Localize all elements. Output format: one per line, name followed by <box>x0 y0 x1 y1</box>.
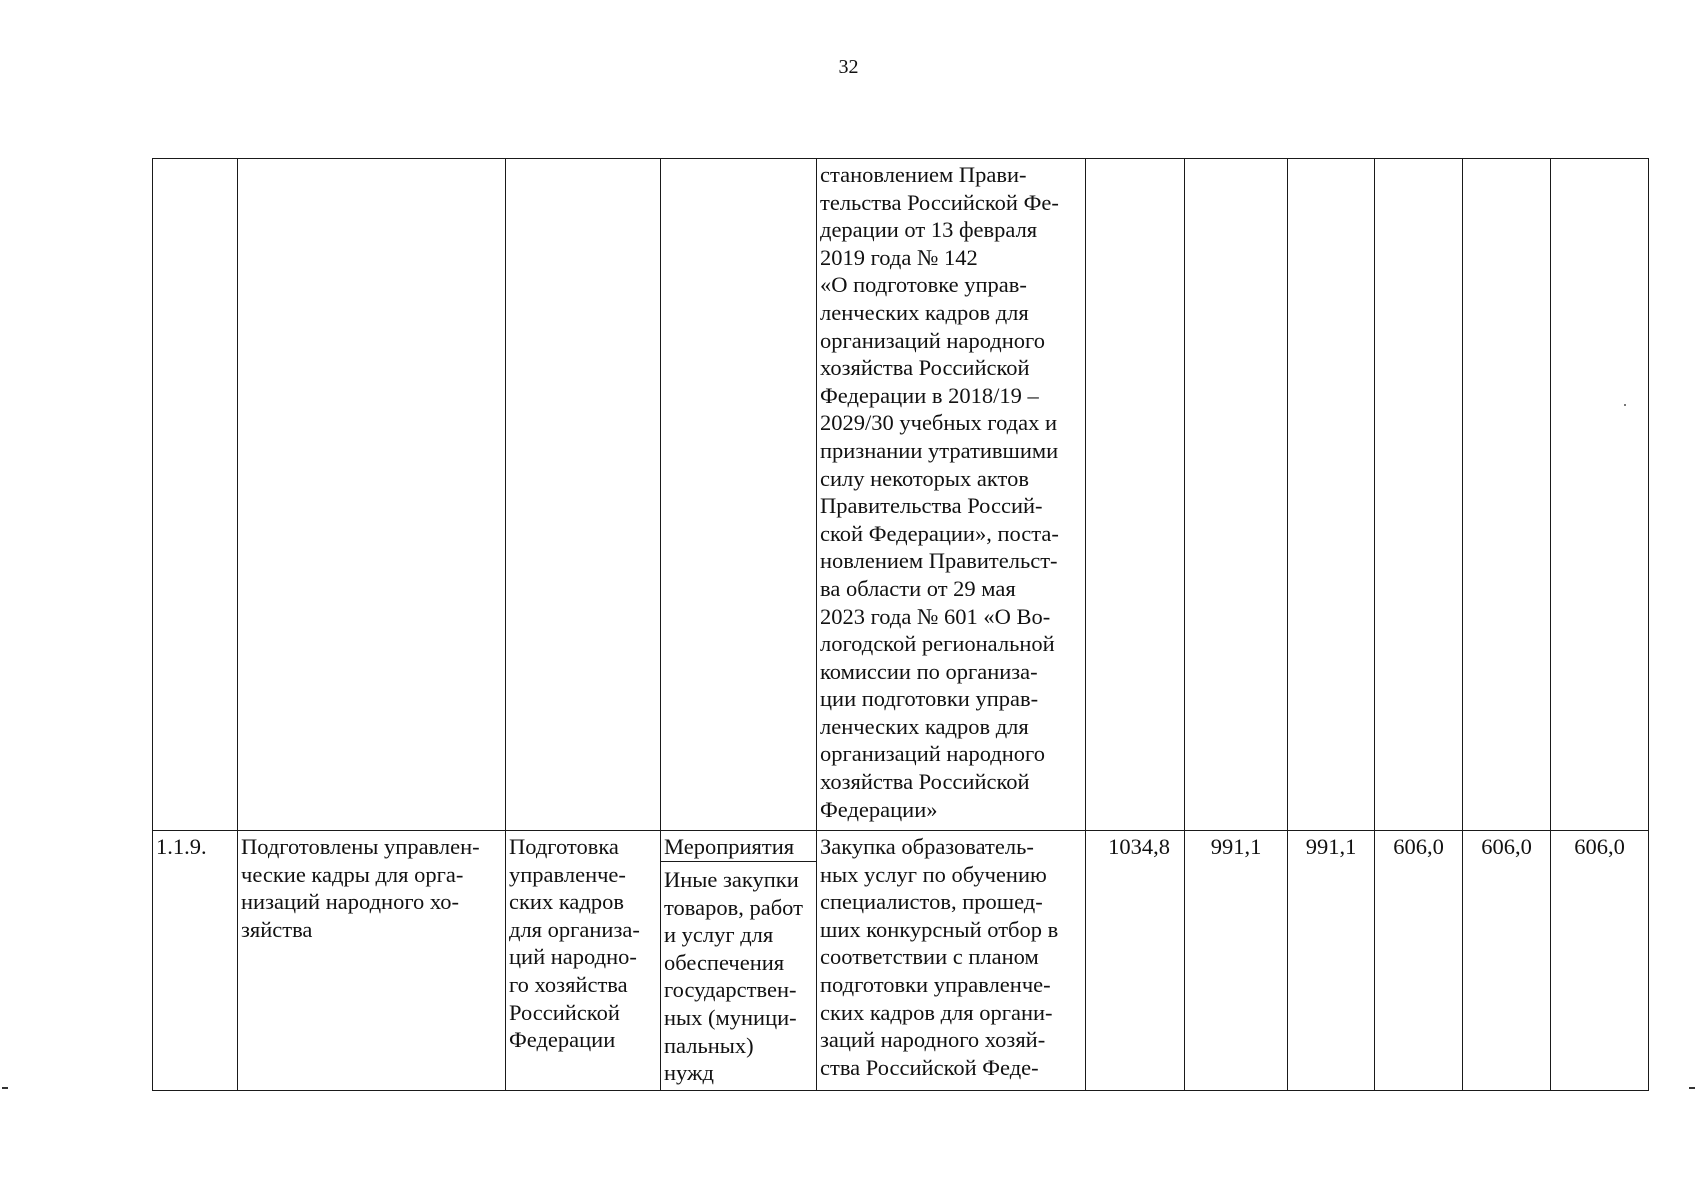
cell-number: 1.1.9. <box>153 831 238 1091</box>
cell-description: становлением Прави- тельства Российской Фе- дерации от 13 февраля 2019 года № 142 «О подготовке управ- ленческих кадров для организаций народного хозяйства Российской Федерации в 2018/19 – 2029/30 учебных годах и признании утратившими силу некоторых актов Правительства Россий- ской Федерации», поста- новлением Правительст- ва области от 29 мая 2023 года № 601 «О Во- логодской региональной комиссии по организа- ции подготовки управ- ленческих кадров для организаций народного хозяйства Российской Федерации» <box>817 159 1086 831</box>
cell-value-5 <box>1463 159 1551 831</box>
cell-type-detail: Иные закупки товаров, работ и услуг для обеспечения государствен- ных (муници- пальных) нужд <box>664 867 803 1086</box>
cell-value-5: 606,0 <box>1463 831 1551 1091</box>
cell-value-3 <box>1288 159 1375 831</box>
cell-description: Закупка образователь- ных услуг по обучению специалистов, прошед- ших конкурсный отбор в соответствии с планом подготовки управленче- ских кадров для органи- заций народного хозяй- ства Российской Феде- <box>817 831 1086 1091</box>
cell-result: Подготовлены управлен- ческие кадры для орга- низаций народного хо- зяйства <box>238 831 506 1091</box>
cell-value-6: 606,0 <box>1551 831 1649 1091</box>
scan-edge-mark-left <box>2 1087 8 1089</box>
cell-value-1 <box>1086 159 1185 831</box>
cell-type-header: Мероприятия <box>661 831 816 862</box>
cell-value-4 <box>1375 159 1463 831</box>
cell-value-4: 606,0 <box>1375 831 1463 1091</box>
cell-number <box>153 159 238 831</box>
cell-value-3: 991,1 <box>1288 831 1375 1091</box>
cell-result <box>238 159 506 831</box>
cell-type <box>661 159 817 831</box>
table-row-continued <box>153 159 1649 831</box>
cell-event <box>506 159 661 831</box>
table-row-1-1-9 <box>153 831 1649 1091</box>
cell-value-2: 991,1 <box>1185 831 1288 1091</box>
page-number: 32 <box>838 56 859 78</box>
scan-edge-mark-right <box>1689 1087 1695 1089</box>
program-measures-table <box>152 158 1649 1091</box>
cell-event: Подготовка управленче- ских кадров для организа- ций народно- го хозяйства Российской Федерации <box>506 831 661 1091</box>
cell-value-6 <box>1551 159 1649 831</box>
cell-type <box>661 831 817 1091</box>
scan-speck <box>1624 404 1626 406</box>
cell-value-1: 1034,8 <box>1086 831 1185 1091</box>
cell-value-2 <box>1185 159 1288 831</box>
